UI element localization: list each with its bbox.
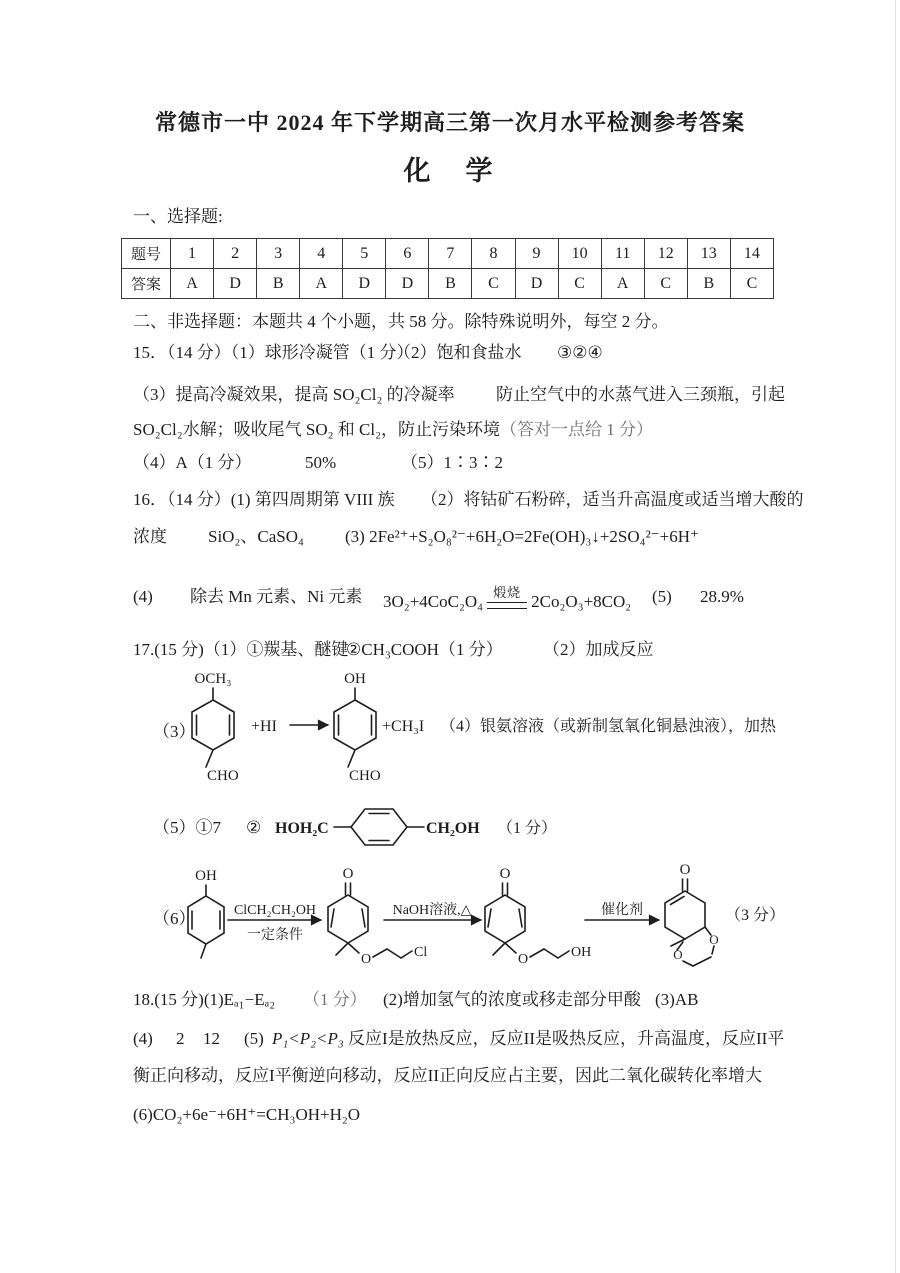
q18-answer-4b: 12 <box>203 1029 220 1048</box>
section-nonchoice-heading: 二、非选择题：本题共 4 个小题，共 58 分。除特殊说明外，每空 2 分。 <box>133 312 669 331</box>
reaction-condition <box>487 586 527 613</box>
table-header-question: 题号 <box>122 239 171 269</box>
table-cell: 14 <box>730 239 773 269</box>
q18-answer-6-equation: (6)CO₂+6e⁻+6H⁺=CH₃OH+H₂O <box>133 1105 361 1124</box>
q16-answer-2c: SiO₂、CaSO₄ <box>208 527 304 546</box>
table-cell: 12 <box>644 239 687 269</box>
table-cell: A <box>601 269 644 299</box>
q17-answer-2: （2）加成反应 <box>543 640 654 659</box>
q15-answer-1: 15．（14 分）（1）球形冷凝管（1 分） <box>133 343 414 362</box>
q17-part6-score: （3 分） <box>725 907 786 924</box>
q17-part3-label: （3） <box>153 722 196 741</box>
q17-part3-reaction-scheme <box>133 662 453 807</box>
table-cell: B <box>257 269 300 299</box>
table-cell: D <box>515 269 558 299</box>
q16-answer-5-label: (5) <box>652 587 672 606</box>
table-cell: B <box>687 269 730 299</box>
table-cell: C <box>558 269 601 299</box>
q18-answer-1-score: （1 分） <box>303 990 367 1009</box>
benzene-ring-xylylene <box>334 809 424 845</box>
table-cell: C <box>644 269 687 299</box>
q18-answer-5-explanation-2: 衡正向移动，反应I平衡逆向移动，反应II正向反应占主要，因此二氧化碳转化率增大 <box>133 1066 762 1085</box>
arrow1-reagent-label: ClCH₂CH₂OH <box>233 903 317 918</box>
q15-answer-2: （2）饱和食盐水 <box>394 343 522 362</box>
benzene-ring-phenol <box>334 688 376 767</box>
table-cell: 4 <box>300 239 343 269</box>
table-cell: 5 <box>343 239 386 269</box>
aldehyde-label-2: CHO <box>349 768 381 784</box>
q17-part5-label: （5）①7 <box>153 818 221 837</box>
table-cell: B <box>429 269 472 299</box>
table-cell: 3 <box>257 239 300 269</box>
table-cell: D <box>343 269 386 299</box>
q17-part5-item2: ② <box>246 818 262 837</box>
q17-answer-4: （4）银氨溶液（或新制氢氧化铜悬浊液），加热 <box>440 718 777 735</box>
q18-answer-5-pressures: P₁<P₂<P₃ <box>272 1029 344 1048</box>
reagent-hi-label: +HI <box>251 718 277 735</box>
right-hydroxymethyl-label: CH₂OH <box>426 820 480 837</box>
q18-answer-4-label: (4) <box>133 1029 153 1048</box>
q15-answer-3b: 防止空气中的水蒸气进入三颈瓶，引起 <box>496 385 785 404</box>
table-cell: D <box>214 269 257 299</box>
methoxy-label: OCH₃ <box>194 671 232 687</box>
q17-answer-1b: ②CH₃COOH（1 分） <box>346 640 503 659</box>
q18-answer-4a: 2 <box>176 1029 185 1048</box>
q16-answer-4: 除去 Mn 元素、Ni 元素 <box>190 587 363 606</box>
table-cell: 11 <box>601 239 644 269</box>
dienone-ring-hydroxy <box>485 883 525 955</box>
arrow3-catalyst-label: 催化剂 <box>601 903 643 918</box>
q16-equation-3: (3) 2Fe²⁺+S₂O₈²⁻+6H₂O=2Fe(OH)₃↓+2SO₄²⁻+6H⁺ <box>345 527 699 546</box>
page-title: 常德市一中 2024 年下学期高三第一次月水平检测参考答案 <box>154 110 745 135</box>
table-cell: 1 <box>171 239 214 269</box>
q18-answer-2: (2)增加氢气的浓度或移走部分甲酸 <box>383 990 641 1009</box>
q16-eq4-condition: 煅烧 <box>493 585 522 600</box>
table-cell: 7 <box>429 239 472 269</box>
q16-eq4-right: 2Co₂O₃+8CO₂ <box>531 592 632 611</box>
q18-answer-3: (3)AB <box>655 990 699 1009</box>
q15-line3 <box>133 419 653 441</box>
q16-answer-2b: 浓度 <box>133 527 167 546</box>
answer-table <box>121 238 774 299</box>
q16-eq4-left: 3O₂+4CoC₂O₄ <box>383 592 484 611</box>
q15-answer-2-order: ③②④ <box>557 343 603 362</box>
hydroxyethyl-chain <box>530 949 569 958</box>
q17-part6-reaction-sequence <box>125 856 797 996</box>
q18-answer-5-explanation-1: 反应I是放热反应，反应II是吸热反应，升高温度，反应II平 <box>348 1029 785 1048</box>
q17-part5-score: （1 分） <box>497 820 558 837</box>
table-cell: D <box>386 269 429 299</box>
q15-answer-5: （5）1∶3∶2 <box>401 453 503 472</box>
table-row-numbers <box>122 239 774 269</box>
left-hydroxymethyl-label: HOH₂C <box>275 820 329 837</box>
q16-equation-4 <box>383 586 631 613</box>
table-cell: 13 <box>687 239 730 269</box>
hydroxyl-label: OH <box>344 671 366 687</box>
table-cell: 6 <box>386 239 429 269</box>
subject-title: 化 学 <box>403 156 497 186</box>
ether-o-label-1: O <box>360 952 372 967</box>
table-cell: 10 <box>558 239 601 269</box>
byproduct-ch3i-label: +CH₃I <box>382 718 425 735</box>
q18-answer-5-label: (5) <box>244 1029 264 1048</box>
hydroxyl-end-label: OH <box>571 945 592 960</box>
scan-edge <box>895 0 896 1273</box>
ketone-o-label-3: O <box>679 862 691 878</box>
ether-o-label-2: O <box>517 952 529 967</box>
table-cell: 8 <box>472 239 515 269</box>
table-cell: C <box>730 269 773 299</box>
q16-answer-4-label: (4) <box>133 587 153 606</box>
q16-answer-1: 16．（14 分）(1) 第四周期第 VIII 族 <box>133 490 395 509</box>
dioxane-o2-label: O <box>673 947 683 962</box>
q15-score-note: （答对一点给 1 分） <box>500 420 654 439</box>
table-cell: 9 <box>515 239 558 269</box>
aldehyde-label-1: CHO <box>207 768 239 784</box>
table-cell: 2 <box>214 239 257 269</box>
dienone-ring-chloro <box>328 883 368 955</box>
ketone-o-label-1: O <box>342 866 354 882</box>
arrow2-reagent-label: NaOH溶液,△ <box>392 903 472 918</box>
ketone-o-label-2: O <box>499 866 511 882</box>
cresol-oh-label: OH <box>195 868 217 884</box>
q17-answer-1a: 17.(15 分)（1）①羰基、醚键 <box>133 640 349 659</box>
q16-answer-5: 28.9% <box>700 587 744 606</box>
dioxane-o1-label: O <box>709 932 719 947</box>
chloroethyl-chain <box>373 949 412 958</box>
q15-answer-3c: SO₂Cl₂水解；吸收尾气 SO₂ 和 Cl₂，防止污染环境 <box>133 420 501 439</box>
q17-part6-label: （6） <box>153 909 196 928</box>
q17-part5-structure <box>133 793 583 863</box>
table-header-answer: 答案 <box>122 269 171 299</box>
q15-answer-3a: （3）提高冷凝效果，提高 SO₂Cl₂ 的冷凝率 <box>133 385 455 404</box>
benzene-ring-anisole <box>192 688 234 767</box>
section-choice-heading: 一、选择题: <box>133 207 223 226</box>
table-cell: A <box>300 269 343 299</box>
q16-answer-2a: （2）将钴矿石粉碎，适当升高温度或适当增大酸的 <box>421 490 804 509</box>
table-cell: C <box>472 269 515 299</box>
q18-answer-1: 18.(15 分)(1)Eₐ₁−Eₐ₂ <box>133 990 276 1009</box>
double-bond-equals <box>487 602 527 609</box>
arrow1-condition-label: 一定条件 <box>247 928 303 943</box>
q15-answer-4: （4）A（1 分） <box>133 453 252 472</box>
q15-answer-4b: 50% <box>305 453 337 472</box>
table-row-answers <box>122 269 774 299</box>
table-cell: A <box>171 269 214 299</box>
chloro-label: Cl <box>414 945 428 960</box>
